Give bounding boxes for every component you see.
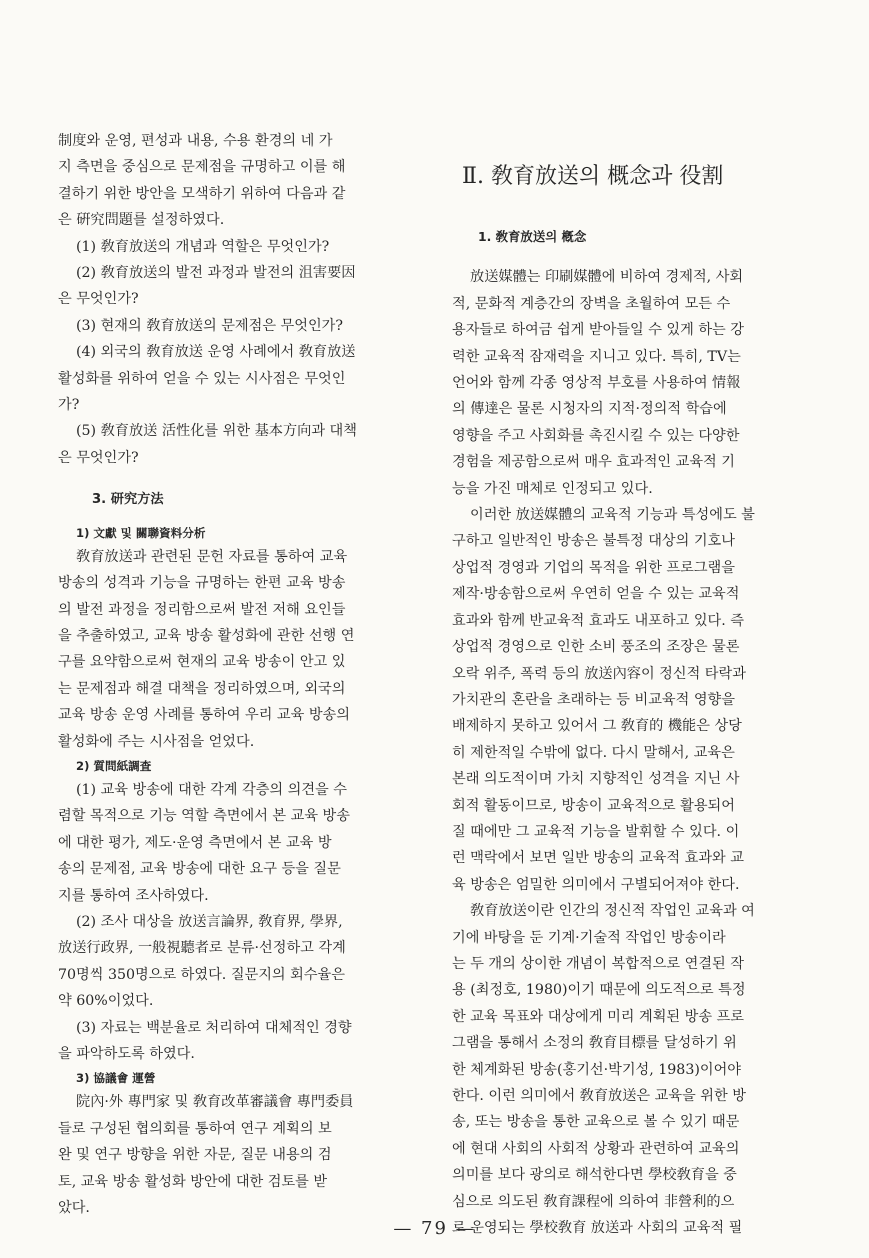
text-line: (3) 자료는 백분율로 처리하여 대체적인 경향 (76, 1019, 352, 1036)
text-line: 교육 방송 운영 사례를 통하여 우리 교육 방송의 (58, 707, 350, 724)
text-line: (2) 조사 대상을 放送言論界, 敎育界, 學界, (76, 913, 343, 930)
text-line: 院內·外 專門家 및 敎育改革審議會 專門委員 (76, 1094, 354, 1111)
text-line: 지를 통하여 조사하였다. (58, 887, 209, 904)
page-number: — 79 — (393, 1218, 476, 1239)
text-line: 放送行政界, 一般視聽者로 분류·선정하고 각계 (58, 940, 346, 957)
left-column (58, 128, 420, 1221)
text-line: 았다. (58, 1200, 90, 1217)
text-line: 한다. 이런 의미에서 敎育放送은 교육을 위한 방 (452, 1088, 746, 1104)
subsection-heading: 2) 質問紙調査 (76, 758, 152, 773)
text-line: 에 대한 평가, 제도·운영 측면에서 본 교육 방 (58, 834, 332, 851)
text-line: 심으로 의도된 敎育課程에 의하여 非營利的으 (452, 1193, 735, 1210)
text-line: 적, 문화적 계층간의 장벽을 초월하여 모든 수 (452, 295, 731, 312)
text-line: 히 제한적일 수밖에 없다. 다시 말해서, 교육은 (452, 744, 735, 761)
question-item: (1) 敎育放送의 개념과 역할은 무엇인가? (76, 238, 330, 255)
text-line: 육 방송은 엄밀한 의미에서 구별되어져야 한다. (452, 876, 740, 893)
text-line: 효과와 함께 반교육적 효과도 내포하고 있다. 즉 (452, 612, 744, 629)
text-line: 언어와 함께 각종 영상적 부호를 사용하여 情報 (452, 375, 741, 392)
text-line: 의 발전 과정을 정리함으로써 발전 저해 요인들 (58, 601, 346, 618)
text-line: 의 傳達은 물론 시청자의 지적·정의적 학습에 (452, 401, 727, 418)
text-line: 는 두 개의 상이한 개념이 복합적으로 연결된 작 (452, 955, 744, 972)
text-line: 敎育放送이란 인간의 정신적 작업인 교육과 여 (470, 903, 755, 920)
text-line: (1) 교육 방송에 대한 각계 각층의 의견을 수 (76, 781, 347, 798)
text-line: 완 및 연구 방향을 위한 자문, 질문 내용의 검 (58, 1147, 332, 1164)
text-line: 영향을 주고 사회화를 촉진시킬 수 있는 다양한 (452, 427, 740, 444)
text-line: 70명씩 350명으로 하였다. 질문지의 회수율은 (58, 966, 345, 983)
text-line: 오락 위주, 폭력 등의 放送內容이 정신적 타락과 (452, 665, 746, 682)
text-line: 구하고 일반적인 방송은 불특정 대상의 기호나 (452, 533, 735, 550)
text-line: 의미를 보다 광의로 해석한다면 學校敎育을 중 (452, 1167, 737, 1184)
text-line: 결하기 위한 방안을 모색하기 위하여 다음과 같 (58, 185, 346, 202)
text-line: 에 현대 사회의 사회적 상황과 관련하여 교육의 (452, 1140, 740, 1157)
text-line: 가치관의 혼란을 초래하는 등 비교육적 영향을 (452, 691, 735, 708)
text-line: 제작·방송함으로써 우연히 얻을 수 있는 교육적 (452, 586, 740, 603)
text-line: 송의 문제점, 교육 방송에 대한 요구 등을 질문 (58, 861, 341, 878)
text-line: 방송의 성격과 기능을 규명하는 한편 교육 방송 (58, 575, 346, 592)
question-item: (4) 외국의 敎育放送 운영 사례에서 敎育放送 (76, 344, 356, 361)
text-line: 본래 의도적이며 가치 지향적인 성격을 지닌 사 (452, 771, 740, 788)
section-heading: 3. 研究方法 (92, 492, 164, 508)
text-line: 敎育放送과 관련된 문헌 자료를 통하여 교육 (76, 548, 348, 565)
text-line: 렴할 목적으로 기능 역할 측면에서 본 교육 방송 (58, 808, 350, 825)
text-line: 약 60%이었다. (58, 993, 154, 1010)
text-line: 은 무엇인가? (58, 291, 139, 308)
subsection-heading: 1) 文獻 및 關聯資料分析 (76, 525, 206, 540)
text-line: 은 硏究問題를 설정하였다. (58, 212, 225, 229)
text-line: 한 체계화된 방송(홍기선·박기성, 1983)이어야 (452, 1061, 742, 1078)
text-line: 은 무엇인가? (58, 449, 139, 466)
text-line: 송, 또는 방송을 통한 교육으로 볼 수 있기 때문 (452, 1114, 740, 1131)
text-line: 경험을 제공함으로써 매우 효과적인 교육적 기 (452, 454, 735, 471)
question-item: (5) 敎育放送 活性化를 위한 基本方向과 대책 (76, 423, 357, 440)
text-line: 을 파악하도록 하였다. (58, 1046, 195, 1062)
text-line: 는 문제점과 해결 대책을 정리하였으며, 외국의 (58, 680, 346, 697)
text-line: 회적 활동이므로, 방송이 교육적으로 활용되어 (452, 797, 735, 814)
text-line: 능을 가진 매체로 인정되고 있다. (452, 480, 653, 497)
text-line: 가? (58, 397, 80, 414)
text-line: 放送媒體는 印刷媒體에 비하여 경제적, 사회 (470, 269, 744, 286)
text-line: 그램을 통해서 소정의 敎育目標를 달성하기 위 (452, 1035, 737, 1052)
right-column (452, 128, 802, 1241)
text-line: 制度와 운영, 편성과 내용, 수용 환경의 네 가 (58, 133, 333, 149)
text-line: 구를 요약함으로써 현재의 교육 방송이 안고 있 (58, 654, 346, 671)
text-line: 기에 바탕을 둔 기계·기술적 작업인 방송이라 (452, 929, 726, 946)
text-line: 을 추출하였고, 교육 방송 활성화에 관한 선행 연 (58, 627, 355, 644)
text-line: 상업적 경영과 기업의 목적을 위한 프로그램을 (452, 559, 735, 576)
text-line: 지 측면을 중심으로 문제점을 규명하고 이를 해 (58, 159, 346, 176)
text-line: 한 교육 목표와 대상에게 미리 계획된 방송 프로 (452, 1008, 744, 1025)
text-line: 들로 구성된 협의회를 통하여 연구 계획의 보 (58, 1120, 332, 1137)
text-line: 배제하지 못하고 있어서 그 敎育的 機能은 상당 (452, 718, 742, 735)
text-line: 용 (최정호, 1980)이기 때문에 의도적으로 특정 (452, 982, 746, 999)
text-line: 토, 교육 방송 활성화 방안에 대한 검토를 받 (58, 1173, 328, 1190)
text-line: 질 때에만 그 교육적 기능을 발휘할 수 있다. 이 (452, 823, 740, 840)
text-line: 활성화를 위하여 얻을 수 있는 시사점은 무엇인 (58, 370, 346, 387)
text-line: 이러한 放送媒體의 교육적 기능과 특성에도 불 (470, 507, 755, 524)
text-line: 활성화에 주는 시사점을 얻었다. (58, 733, 255, 750)
text-line: 상업적 경영으로 인한 소비 풍조의 조장은 물론 (452, 639, 740, 656)
text-line: 런 맥락에서 보면 일반 방송의 교육적 효과와 교 (452, 850, 744, 867)
subsection-heading: 3) 協議會 運營 (76, 1071, 156, 1086)
section-heading: 1. 敎育放送의 槪念 (478, 229, 587, 244)
chapter-title: Ⅱ. 敎育放送의 概念과 役割 (462, 164, 724, 189)
question-item: (2) 敎育放送의 발전 과정과 발전의 沮害要因 (76, 265, 356, 282)
text-line: 로 운영되는 學校敎育 放送과 사회의 교육적 필 (452, 1220, 743, 1237)
question-item: (3) 현재의 敎育放送의 문제점은 무엇인가? (76, 317, 343, 334)
text-line: 력한 교육적 잠재력을 지니고 있다. 특히, TV는 (452, 348, 741, 365)
text-line: 용자들로 하여금 쉽게 받아들일 수 있게 하는 강 (452, 322, 744, 339)
